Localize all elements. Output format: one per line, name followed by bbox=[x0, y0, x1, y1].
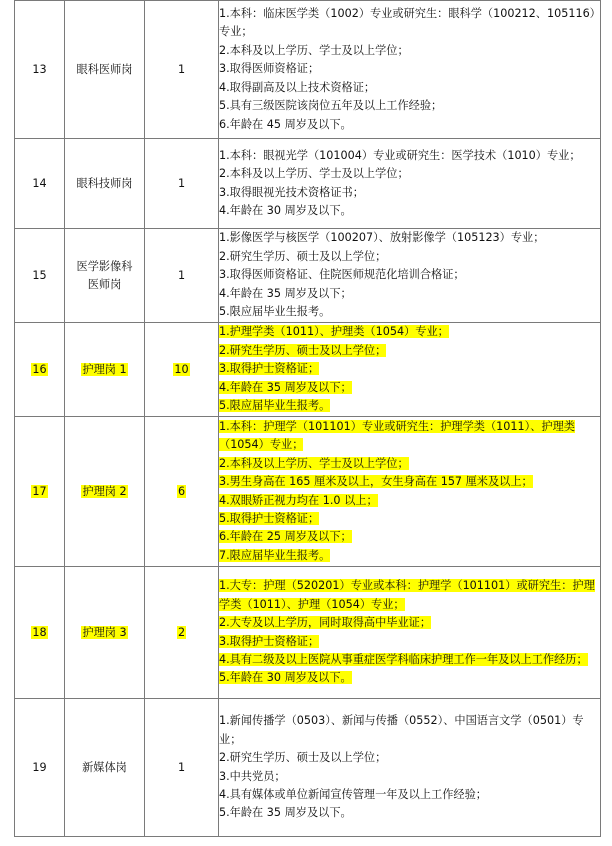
row-number: 18 bbox=[32, 626, 47, 639]
table-row bbox=[15, 323, 601, 417]
row-number-cell bbox=[15, 417, 65, 567]
headcount-cell bbox=[145, 139, 219, 229]
requirement-line: 3.男生身高在 165 厘米及以上，女生身高在 157 厘米及以上； bbox=[219, 475, 533, 489]
row-number-cell bbox=[15, 323, 65, 417]
row-number: 14 bbox=[32, 177, 47, 190]
requirement-line: 4.年龄在 30 周岁及以下。 bbox=[219, 203, 352, 217]
requirement-line: 3.取得医师资格证； bbox=[219, 62, 320, 76]
headcount: 1 bbox=[177, 177, 186, 190]
post-name-cell bbox=[65, 699, 145, 837]
requirement-line: 6.年龄在 45 周岁及以下。 bbox=[219, 117, 352, 131]
post-name: 护理岗 2 bbox=[82, 484, 127, 498]
requirement-line: 4.双眼矫正视力均在 1.0 以上； bbox=[219, 493, 378, 507]
row-number: 17 bbox=[32, 485, 47, 498]
requirement-line: 4.具有二级及以上医院从事重症医学科临床护理工作一年及以上工作经历； bbox=[219, 652, 588, 666]
table-row bbox=[15, 139, 601, 229]
headcount-cell bbox=[145, 417, 219, 567]
requirement-line: 1.新闻传播学（0503）、新闻与传播（0552）、中国语言文学（0501）专业； bbox=[219, 714, 584, 746]
requirement-line: 2.本科及以上学历、学士及以上学位； bbox=[219, 167, 409, 181]
row-number: 19 bbox=[32, 761, 47, 774]
requirements-cell bbox=[219, 323, 601, 417]
requirement-line: 3.取得护士资格证； bbox=[219, 634, 320, 648]
requirement-line: 7.限应届毕业生报考。 bbox=[219, 548, 331, 562]
requirement-line: 5.年龄在 30 周岁及以下。 bbox=[219, 671, 352, 685]
requirement-line: 1.护理学类（1011）、护理类（1054）专业； bbox=[219, 325, 449, 339]
headcount: 6 bbox=[177, 485, 186, 498]
requirement-line: 3.中共党员； bbox=[219, 769, 286, 783]
requirement-line: 4.具有媒体或单位新闻宣传管理一年及以上工作经验； bbox=[219, 787, 487, 801]
headcount: 1 bbox=[177, 761, 186, 774]
requirement-line: 4.年龄在 35 周岁及以下； bbox=[219, 286, 352, 300]
post-name-cell bbox=[65, 323, 145, 417]
requirement-line: 1.大专：护理（520201）专业或本科：护理学（101101）或研究生：护理学类（1011）、护理（1054）专业； bbox=[219, 579, 595, 611]
requirement-line: 5.具有三级医院该岗位五年及以上工作经验； bbox=[219, 99, 443, 113]
requirement-line: 1.本科：临床医学类（1002）专业或研究生：眼科学（100212、105116）专业； bbox=[219, 7, 596, 39]
requirement-line: 2.研究生学历、硕士及以上学位； bbox=[219, 343, 387, 357]
requirement-line: 2.研究生学历、硕士及以上学位； bbox=[219, 249, 387, 263]
requirements-cell bbox=[219, 567, 601, 699]
row-number-cell bbox=[15, 1, 65, 139]
requirement-line: 5.取得护士资格证； bbox=[219, 511, 320, 525]
row-number: 13 bbox=[32, 63, 47, 76]
post-name: 眼科技师岗 bbox=[76, 176, 133, 190]
table-row bbox=[15, 229, 601, 323]
requirement-line: 3.取得护士资格证； bbox=[219, 362, 320, 376]
requirement-line: 2.大专及以上学历，同时取得高中毕业证； bbox=[219, 616, 432, 630]
table-row bbox=[15, 699, 601, 837]
requirement-line: 2.本科及以上学历、学士及以上学位； bbox=[219, 43, 409, 57]
post-name-cell bbox=[65, 229, 145, 323]
requirement-line: 5.限应届毕业生报考。 bbox=[219, 399, 331, 413]
requirement-line: 4.年龄在 35 周岁及以下； bbox=[219, 380, 352, 394]
row-number: 15 bbox=[32, 269, 47, 282]
row-number-cell bbox=[15, 139, 65, 229]
post-name: 新媒体岗 bbox=[82, 760, 127, 774]
post-name-cell bbox=[65, 567, 145, 699]
requirement-line: 4.取得副高及以上技术资格证； bbox=[219, 80, 376, 94]
headcount: 1 bbox=[177, 63, 186, 76]
requirement-line: 3.取得眼视光技术资格证书； bbox=[219, 185, 364, 199]
post-name-cell bbox=[65, 139, 145, 229]
requirements-cell bbox=[219, 699, 601, 837]
headcount-cell bbox=[145, 699, 219, 837]
requirement-line: 2.本科及以上学历、学士及以上学位； bbox=[219, 456, 409, 470]
requirement-line: 1.本科：护理学（101101）专业或研究生：护理学类（1011）、护理类（1054）专业； bbox=[219, 419, 575, 452]
headcount-cell bbox=[145, 323, 219, 417]
requirement-line: 1.影像医学与核医学（100207）、放射影像学（105123）专业； bbox=[219, 231, 545, 245]
requirements-cell bbox=[219, 417, 601, 567]
post-name: 护理岗 3 bbox=[82, 625, 127, 639]
requirement-line: 5.年龄在 35 周岁及以下。 bbox=[219, 806, 352, 820]
row-number: 16 bbox=[32, 363, 47, 376]
headcount-cell bbox=[145, 229, 219, 323]
table-row bbox=[15, 1, 601, 139]
headcount-cell bbox=[145, 567, 219, 699]
requirement-line: 2.研究生学历、硕士及以上学位； bbox=[219, 751, 387, 765]
headcount: 1 bbox=[177, 269, 186, 282]
post-name: 眼科医师岗 bbox=[76, 62, 133, 76]
row-number-cell bbox=[15, 229, 65, 323]
requirement-line: 6.年龄在 25 周岁及以下； bbox=[219, 530, 352, 544]
requirement-line: 3.取得医师资格证、住院医师规范化培训合格证； bbox=[219, 268, 465, 282]
headcount: 2 bbox=[177, 626, 186, 639]
requirement-line: 1.本科：眼视光学（101004）专业或研究生：医学技术（1010）专业； bbox=[219, 148, 581, 162]
headcount: 10 bbox=[174, 363, 189, 376]
requirements-cell bbox=[219, 1, 601, 139]
row-number-cell bbox=[15, 567, 65, 699]
requirements-cell bbox=[219, 229, 601, 323]
table-row bbox=[15, 567, 601, 699]
requirement-line: 5.限应届毕业生报考。 bbox=[219, 305, 331, 319]
headcount-cell bbox=[145, 1, 219, 139]
recruitment-table bbox=[14, 0, 601, 837]
post-name-cell bbox=[65, 417, 145, 567]
requirements-cell bbox=[219, 139, 601, 229]
post-name-cell bbox=[65, 1, 145, 139]
table-row bbox=[15, 417, 601, 567]
post-name: 护理岗 1 bbox=[82, 362, 127, 376]
row-number-cell bbox=[15, 699, 65, 837]
post-name: 医学影像科医师岗 bbox=[76, 259, 133, 291]
